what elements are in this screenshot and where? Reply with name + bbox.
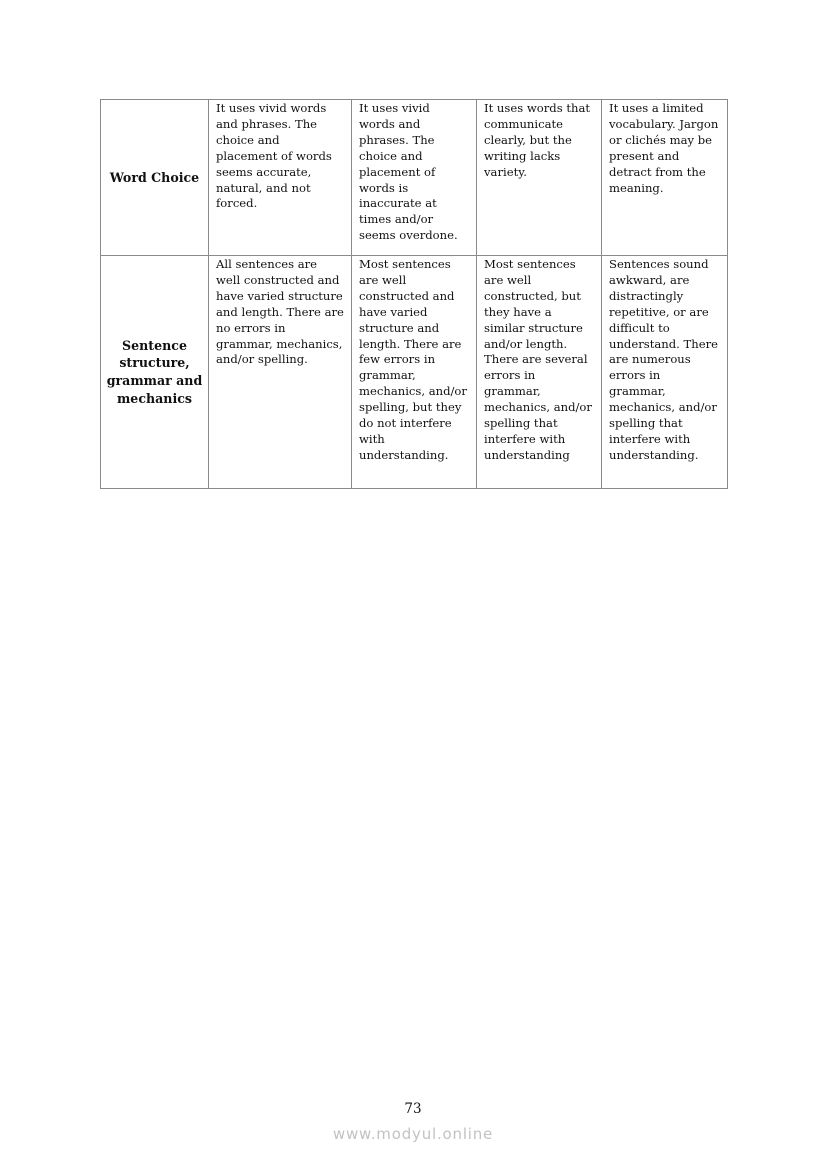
rubric-row-word-choice bbox=[101, 100, 728, 256]
level-3-description: It uses words that communicate clearly, but the writing lacks variety. bbox=[477, 100, 602, 256]
level-4-description: It uses a limited vocabulary. Jargon or clichés may be present and detract from the meaning. bbox=[602, 100, 728, 256]
watermark: www.modyul.online bbox=[332, 1125, 494, 1143]
level-2-description: It uses vivid words and phrases. The choice and placement of words is inaccurate at times and/or seems overdone. bbox=[352, 100, 477, 256]
rubric-row-sentence-structure bbox=[101, 256, 728, 489]
level-4-description: Sentences sound awkward, are distractingly repetitive, or are difficult to understand. There are numerous errors in grammar, mechanics, and/or spelling that interfere with understanding. bbox=[602, 256, 728, 489]
rubric-table bbox=[100, 99, 728, 489]
page-number: 73 bbox=[404, 1101, 422, 1117]
level-1-description: It uses vivid words and phrases. The choice and placement of words seems accurate, natural, and not forced. bbox=[209, 100, 352, 256]
level-3-description: Most sentences are well constructed, but they have a similar structure and/or length. There are several errors in grammar, mechanics, and/or spelling that interfere with understanding bbox=[477, 256, 602, 489]
criterion-label: Word Choice bbox=[101, 100, 209, 256]
criterion-label: Sentence structure, grammar and mechanics bbox=[101, 256, 209, 489]
level-1-description: All sentences are well constructed and have varied structure and length. There are no errors in grammar, mechanics, and/or spelling. bbox=[209, 256, 352, 489]
level-2-description: Most sentences are well constructed and have varied structure and length. There are few errors in grammar, mechanics, and/or spelling, but they do not interfere with understanding. bbox=[352, 256, 477, 489]
